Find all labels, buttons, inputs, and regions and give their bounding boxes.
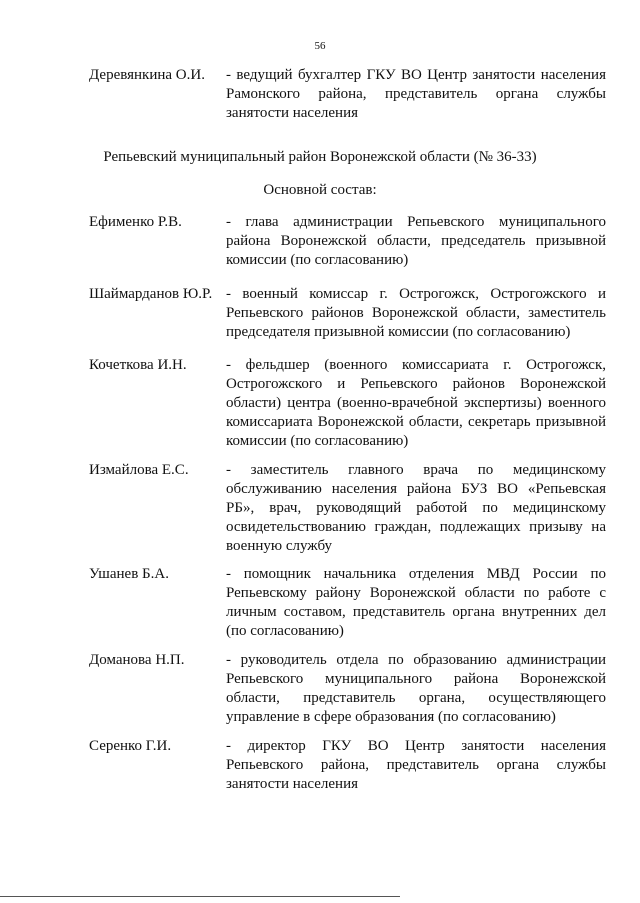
person-description: - фельдшер (военного комиссариата г. Острогожск, Острогожского и Репьевского районов Воронежской области) центра (военно-врачебной экспертизы) военного комиссариата Воронежской области, секретарь призывной комиссии (по согласованию) — [226, 357, 606, 449]
person-description: - директор ГКУ ВО Центр занятости населения Репьевского района, представитель органа службы занятости населения — [226, 738, 606, 792]
person-description: - глава администрации Репьевского муниципального района Воронежской области, председатель призывной комиссии (по согласованию) — [226, 214, 606, 268]
person-name: Деревянкина О.И. — [89, 67, 205, 83]
page-number: 56 — [314, 40, 326, 52]
person-description: - ведущий бухгалтер ГКУ ВО Центр занятости населения Рамонского района, представитель органа службы занятости населения — [226, 67, 606, 121]
person-name: Шаймарданов Ю.Р. — [89, 286, 213, 302]
section-title: Репьевский муниципальный район Воронежской области (№ 36-33) — [103, 149, 537, 165]
person-name: Кочеткова И.Н. — [89, 357, 187, 373]
person-name: Доманова Н.П. — [89, 652, 185, 668]
person-description: - помощник начальника отделения МВД России по Репьевскому району Воронежской области по работе с личным составом, представитель органа внутренних дел (по согласованию) — [226, 566, 606, 639]
subsection-title: Основной состав: — [263, 182, 377, 198]
person-description: - заместитель главного врача по медицинскому обслуживанию населения района БУЗ ВО «Репьевская РБ», врач, руководящий работой по медицинскому освидетельствованию граждан, подлежащих призыву на военную службу — [226, 462, 606, 554]
footer-divider — [0, 896, 400, 897]
person-name: Измайлова Е.С. — [89, 462, 189, 478]
person-description: - военный комиссар г. Острогожск, Острогожского и Репьевского районов Воронежской области, заместитель председателя призывной комиссии (по согласованию) — [226, 286, 606, 340]
person-name: Ушанев Б.А. — [89, 566, 169, 582]
person-name: Ефименко Р.В. — [89, 214, 182, 230]
person-name: Серенко Г.И. — [89, 738, 172, 754]
person-description: - руководитель отдела по образованию администрации Репьевского муниципального района Воронежской области, представитель органа, осуществляющего управление в сфере образования (по согласованию) — [226, 652, 606, 725]
